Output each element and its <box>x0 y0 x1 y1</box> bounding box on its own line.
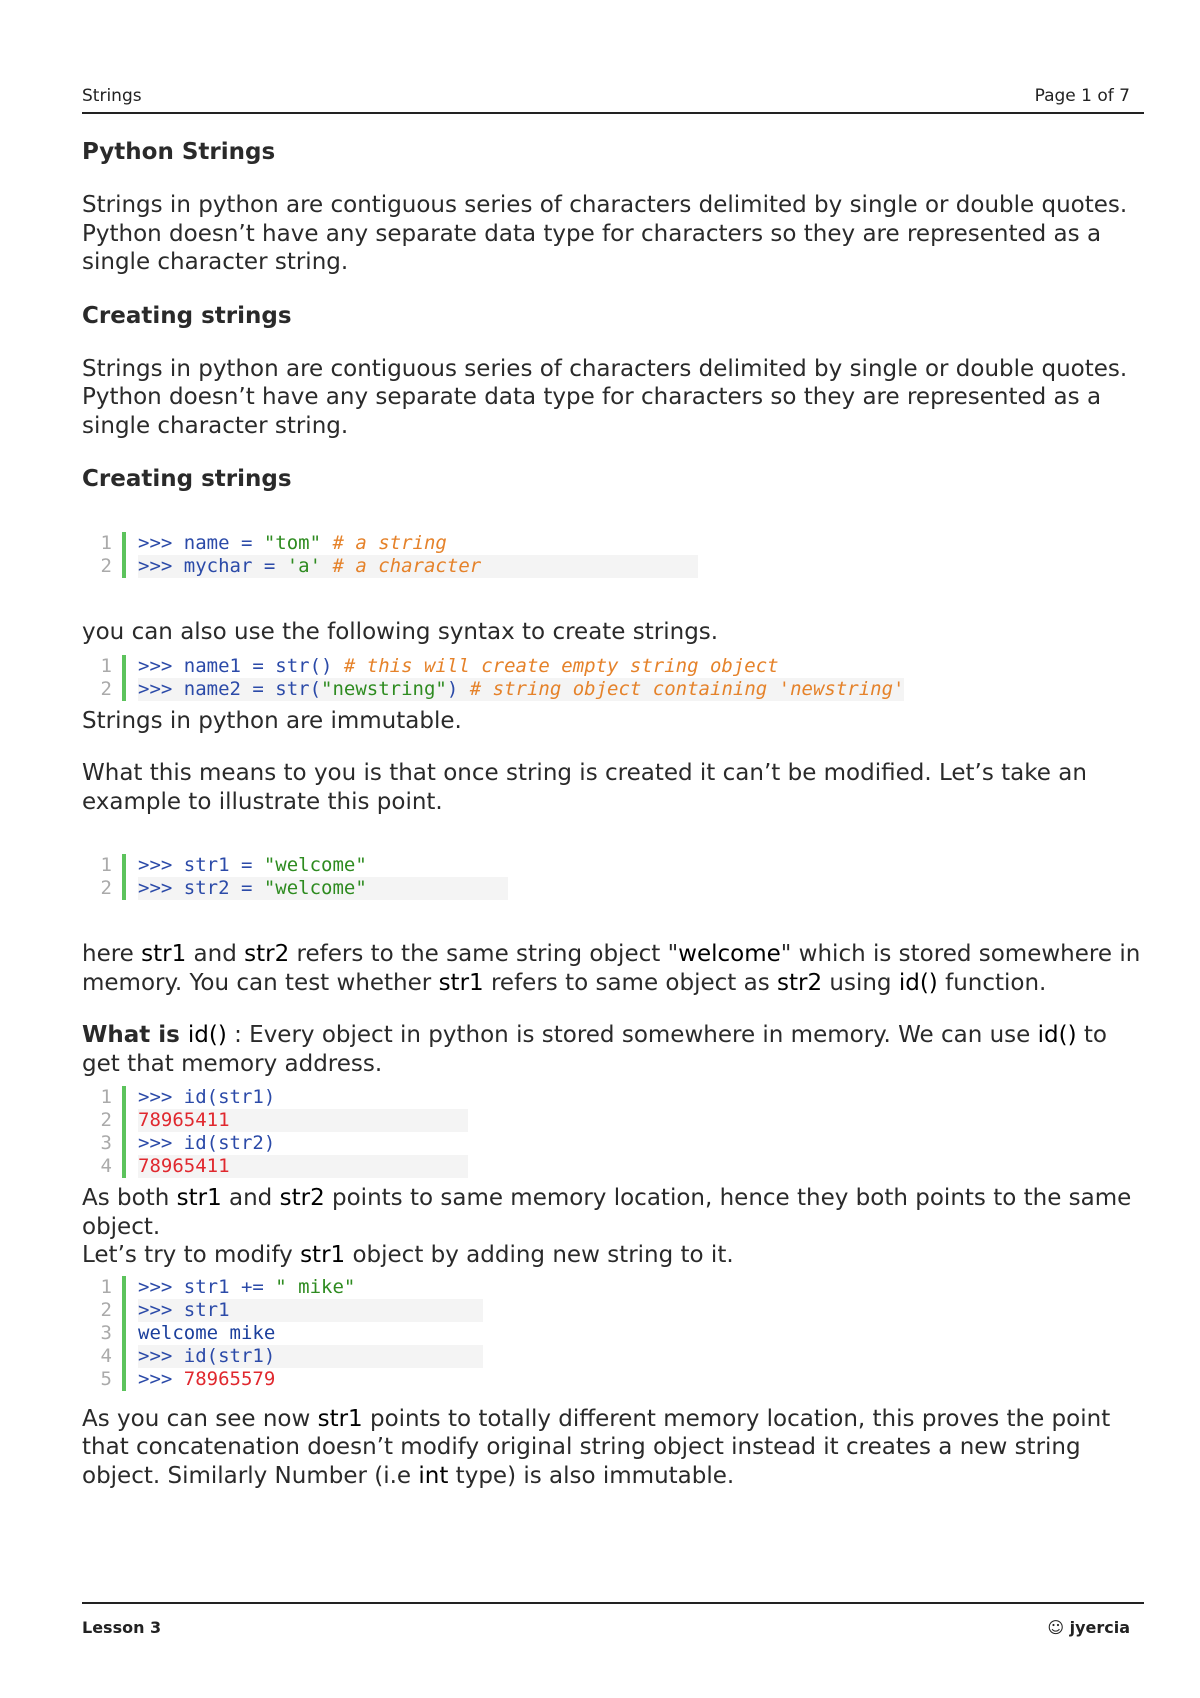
lesson-label: Lesson 3 <box>82 1618 162 1637</box>
code-line: 2 >>> mychar = 'a' # a character <box>88 555 1144 578</box>
heading-creating-strings-2: Creating strings <box>82 466 292 492</box>
code-line: 1 >>> str1 += " mike" <box>100 1275 356 1298</box>
code-line: 1 >>> name = "tom" # a string <box>100 532 447 554</box>
code-line: 2 >>> name2 = str("newstring") # string object containing 'newstring' <box>100 677 905 700</box>
page-number: Page 1 of 7 <box>1034 86 1130 106</box>
code-line: 2 >>> str2 = "welcome" <box>88 877 1144 900</box>
now-paragraph: As you can see now str1 points to totally different memory location, this proves the point that concatenation doesn’t modify original string object instead it creates a new string object. Similarly Number (i.e int type) is also immutable. <box>82 1405 1111 1489</box>
whatis-paragraph: What is id() : Every object in python is stored somewhere in memory. We can use id() to get that memory address. <box>82 1022 1107 1077</box>
intro-paragraph-repeat: Strings in python are contiguous series of characters delimited by single or double quotes. Python doesn’t have any separate data type for characters so they are represented as a single character string. <box>82 355 1128 439</box>
here-paragraph: here str1 and str2 refers to the same string object "welcome" which is stored somewhere in memory. You can test whether str1 refers to same object as str2 using id() function. <box>82 941 1141 996</box>
syntax-paragraph: you can also use the following syntax to create strings. <box>82 619 719 645</box>
code-block-4 <box>88 1086 1144 1178</box>
code-line: 1 >>> id(str1) <box>100 1086 276 1108</box>
code-block-5 <box>88 1276 1144 1391</box>
code-line: 5 >>> 78965579 <box>100 1367 276 1390</box>
code-block-3 <box>88 854 1144 900</box>
document-body <box>82 132 1144 1490</box>
code-line: 4 >>> id(str1) <box>88 1345 1144 1368</box>
page-title: Python Strings <box>82 139 276 165</box>
code-line: 3 welcome mike <box>100 1321 276 1344</box>
both-paragraph: As both str1 and str2 points to same memory location, hence they both points to the same object. <box>82 1185 1132 1240</box>
code-line: 1 >>> str1 = "welcome" <box>100 854 367 876</box>
code-line: 1 >>> name1 = str() # this will create empty string object <box>100 654 779 677</box>
code-line: 2 78965411 <box>88 1109 1144 1132</box>
page-header <box>82 86 1144 114</box>
code-line: 4 78965411 <box>88 1155 1144 1178</box>
immutable-paragraph: Strings in python are immutable. <box>82 707 462 734</box>
try-paragraph: Let’s try to modify str1 object by adding new string to it. <box>82 1242 734 1268</box>
means-paragraph: What this means to you is that once string is created it can’t be modified. Let’s take an example to illustrate this point. <box>82 760 1087 815</box>
code-line: 2 >>> str1 <box>88 1299 1144 1322</box>
intro-paragraph: Strings in python are contiguous series of characters delimited by single or double quotes. Python doesn’t have any separate data type for characters so they are represented as a single character string. <box>82 192 1128 275</box>
code-block-2 <box>88 655 1144 701</box>
author-label: ☺ jyercia <box>1047 1618 1130 1637</box>
code-block-1 <box>88 532 1144 578</box>
code-line: 3 >>> id(str2) <box>100 1132 276 1154</box>
page-footer <box>82 1602 1144 1638</box>
header-title: Strings <box>82 86 142 106</box>
heading-creating-strings: Creating strings <box>82 302 292 329</box>
